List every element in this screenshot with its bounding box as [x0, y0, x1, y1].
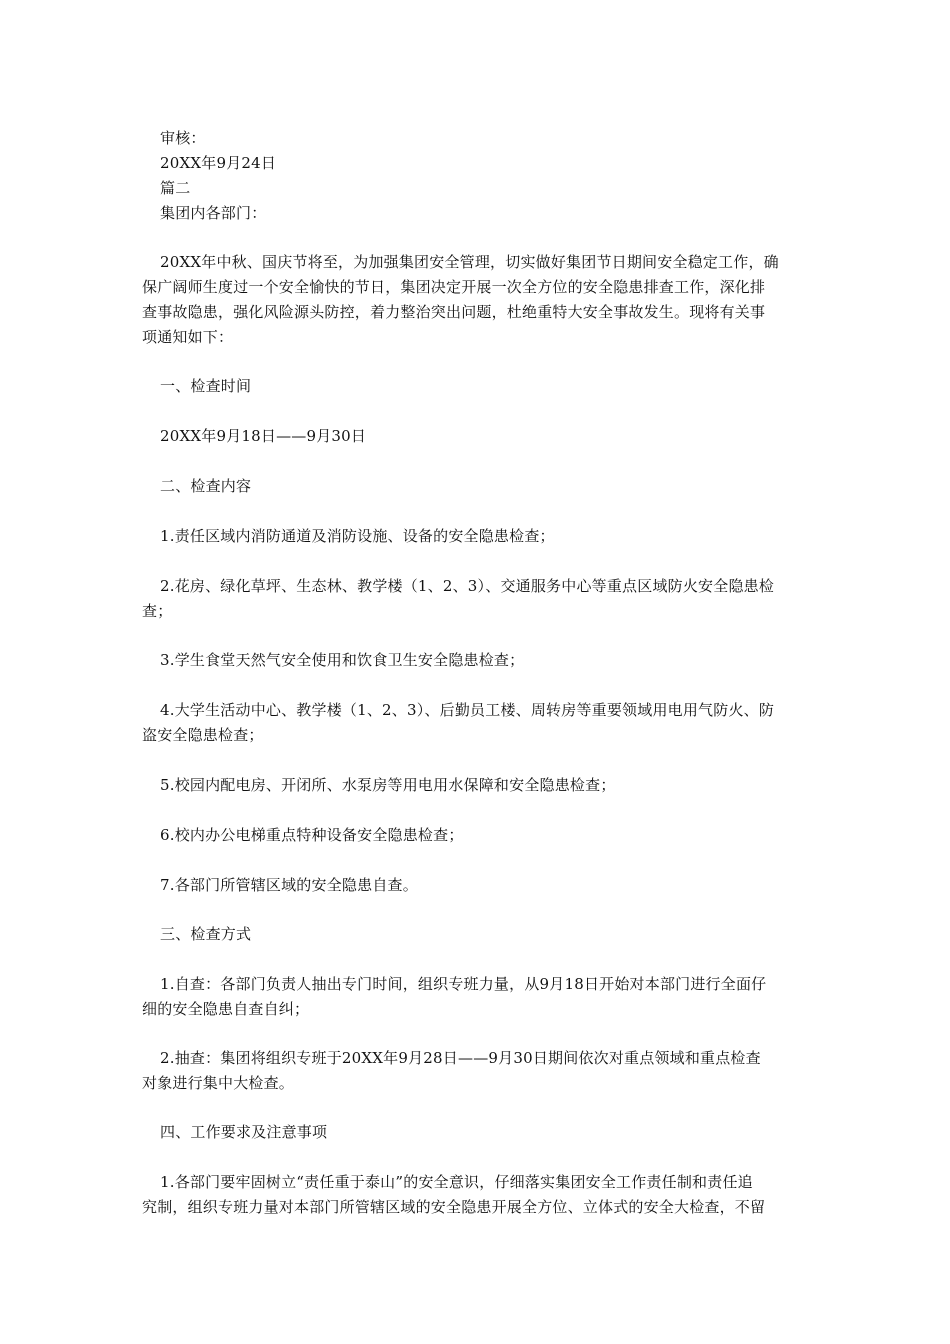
recipient-line: 集团内各部门： [160, 204, 267, 222]
section-2-item-2-line-2: 查； [142, 602, 173, 620]
section-4-item-1-line-2: 究制，组织专班力量对本部门所管辖区域的安全隐患开展全方位、立体式的安全大检查，不留 [142, 1198, 766, 1216]
intro-line-3: 查事故隐患，强化风险源头防控，着力整治突出问题，杜绝重特大安全事故发生。现将有关事 [142, 303, 766, 321]
review-label: 审核： [160, 129, 206, 147]
section-2-item-4-line-1: 4.大学生活动中心、教学楼（1、2、3）、后勤员工楼、周转房等重要领域用电用气防火、防 [160, 701, 775, 719]
intro-line-2: 保广阔师生度过一个安全愉快的节日，集团决定开展一次全方位的安全隐患排查工作，深化排 [142, 278, 766, 296]
section-2-item-5: 5.校园内配电房、开闭所、水泵房等用电用水保障和安全隐患检查； [160, 776, 616, 794]
section-2-item-6: 6.校内办公电梯重点特种设备安全隐患检查； [160, 826, 464, 844]
section-4-item-1-line-1: 1.各部门要牢固树立“责任重于泰山”的安全意识，仔细落实集团安全工作责任制和责任追 [160, 1173, 753, 1191]
part-label: 篇二 [160, 179, 191, 197]
section-2-item-1: 1.责任区域内消防通道及消防设施、设备的安全隐患检查； [160, 527, 555, 545]
section-3-item-2-line-1: 2.抽查：集团将组织专班于20XX年9月28日——9月30日期间依次对重点领域和重点检查 [160, 1049, 761, 1067]
document-date: 20XX年9月24日 [160, 154, 277, 172]
section-2-item-2-line-1: 2.花房、绿化草坪、生态林、教学楼（1、2、3）、交通服务中心等重点区域防火安全隐患检 [160, 577, 775, 595]
intro-line-1: 20XX年中秋、国庆节将至，为加强集团安全管理，切实做好集团节日期间安全稳定工作，确 [160, 253, 779, 271]
section-3-item-1-line-2: 细的安全隐患自查自纠； [142, 1000, 310, 1018]
section-3-item-1-line-1: 1.自查：各部门负责人抽出专门时间，组织专班力量，从9月18日开始对本部门进行全面仔 [160, 975, 767, 993]
section-2-heading: 二、检查内容 [160, 477, 252, 495]
section-3-item-2-line-2: 对象进行集中大检查。 [142, 1074, 295, 1092]
section-1-heading: 一、检查时间 [160, 377, 252, 395]
section-2-item-4-line-2: 盗安全隐患检查； [142, 726, 264, 744]
intro-line-4: 项通知如下： [142, 328, 234, 346]
section-2-item-3: 3.学生食堂天然气安全使用和饮食卫生安全隐患检查； [160, 651, 525, 669]
section-4-heading: 四、工作要求及注意事项 [160, 1123, 328, 1141]
section-3-heading: 三、检查方式 [160, 925, 252, 943]
section-2-item-7: 7.各部门所管辖区域的安全隐患自查。 [160, 876, 418, 894]
section-1-text: 20XX年9月18日——9月30日 [160, 427, 367, 445]
